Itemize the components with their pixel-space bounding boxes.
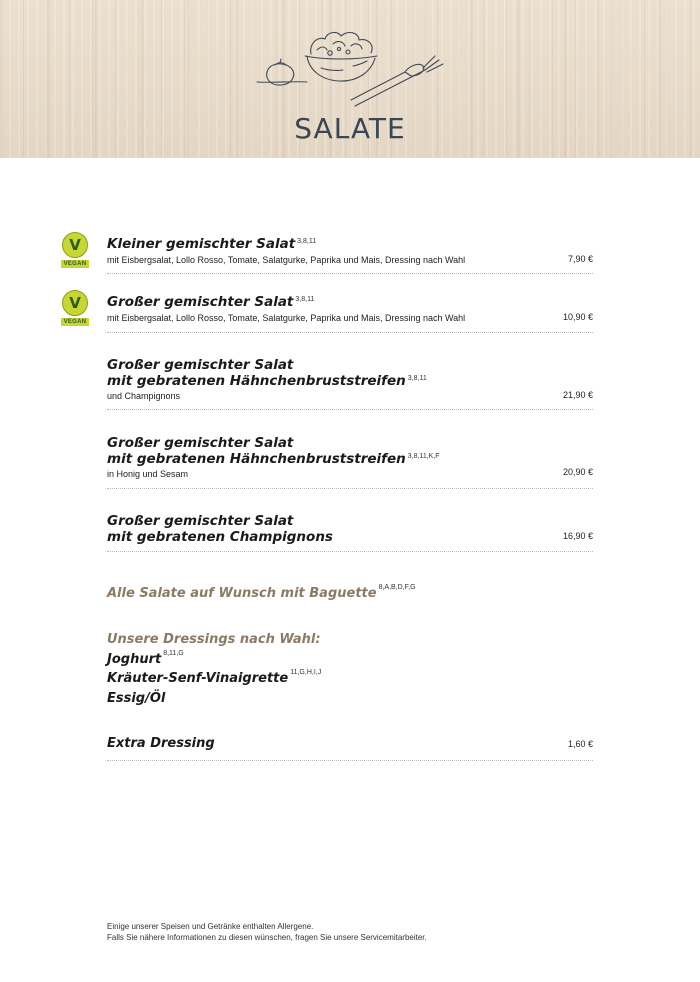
item-name-line2: mit gebratenen Hähnchenbruststreifen bbox=[107, 451, 406, 467]
dressings-heading: Unsere Dressings nach Wahl: bbox=[107, 632, 321, 647]
item-price: 20,90 € bbox=[562, 467, 593, 477]
dressing-option: Essig/Öl bbox=[107, 691, 166, 706]
allergen-footer: Einige unserer Speisen und Getränke enthalten Allergene. Falls Sie nähere Informationen zu diesen wünschen, fragen Sie unsere Servicemitarbeiter. bbox=[107, 922, 427, 942]
vegan-badge: V VEGAN bbox=[61, 232, 89, 272]
allergen-codes: 3,8,11,K,F bbox=[407, 453, 440, 460]
item-name: Extra Dressing bbox=[107, 736, 215, 751]
item-description: und Champignons bbox=[107, 391, 181, 401]
menu-item bbox=[107, 294, 593, 333]
allergen-codes: 8,11,G bbox=[163, 650, 184, 657]
item-name-line1: Großer gemischter Salat bbox=[107, 435, 294, 451]
item-name-line1: Großer gemischter Salat bbox=[107, 513, 294, 529]
dressing-option: Kräuter-Senf-Vinaigrette $^{11,G,H,I,J}$ bbox=[107, 669, 322, 686]
menu-item bbox=[107, 236, 593, 274]
header-banner bbox=[0, 0, 700, 158]
allergen-codes: 11,G,H,I,J bbox=[290, 669, 322, 676]
vegan-v-icon: V bbox=[69, 294, 81, 312]
allergen-codes: 3,8,11 bbox=[407, 375, 427, 382]
vegan-badge: V VEGAN bbox=[61, 290, 89, 330]
salad-bowl-icon bbox=[255, 26, 455, 110]
item-description: mit Eisbergsalat, Lollo Rosso, Tomate, Salatgurke, Paprika und Mais, Dressing nach Wahl bbox=[107, 255, 466, 265]
menu-item bbox=[107, 513, 593, 552]
baguette-note: Alle Salate auf Wunsch mit Baguette $^{8,A,B,D,F,G}$ bbox=[107, 584, 416, 601]
allergen-codes: 3,8,11 bbox=[295, 296, 315, 303]
item-name-line2: mit gebratenen Hähnchenbruststreifen bbox=[107, 373, 406, 389]
allergen-codes: 8,A,B,D,F,G bbox=[378, 584, 416, 591]
dressing-option: Joghurt $^{8,11,G}$ bbox=[107, 650, 184, 667]
item-description: mit Eisbergsalat, Lollo Rosso, Tomate, Salatgurke, Paprika und Mais, Dressing nach Wahl bbox=[107, 313, 466, 323]
item-name: Kleiner gemischter Salat bbox=[107, 236, 296, 252]
item-price: 10,90 € bbox=[562, 312, 593, 322]
item-name-line2: mit gebratenen Champignons bbox=[107, 529, 333, 545]
vegan-v-icon: V bbox=[69, 236, 81, 254]
menu-item bbox=[107, 357, 593, 410]
menu-item bbox=[107, 736, 593, 761]
item-price: 16,90 € bbox=[562, 531, 593, 541]
menu-item bbox=[107, 435, 593, 489]
item-price: 21,90 € bbox=[562, 390, 593, 400]
item-name: Großer gemischter Salat bbox=[107, 294, 294, 310]
item-price: 7,90 € bbox=[567, 254, 593, 264]
item-description: in Honig und Sesam bbox=[107, 469, 189, 479]
allergen-codes: 3,8,11 bbox=[297, 238, 317, 245]
item-price: 1,60 € bbox=[567, 739, 593, 749]
page-title: SALATE bbox=[294, 112, 406, 145]
item-name-line1: Großer gemischter Salat bbox=[107, 357, 294, 373]
